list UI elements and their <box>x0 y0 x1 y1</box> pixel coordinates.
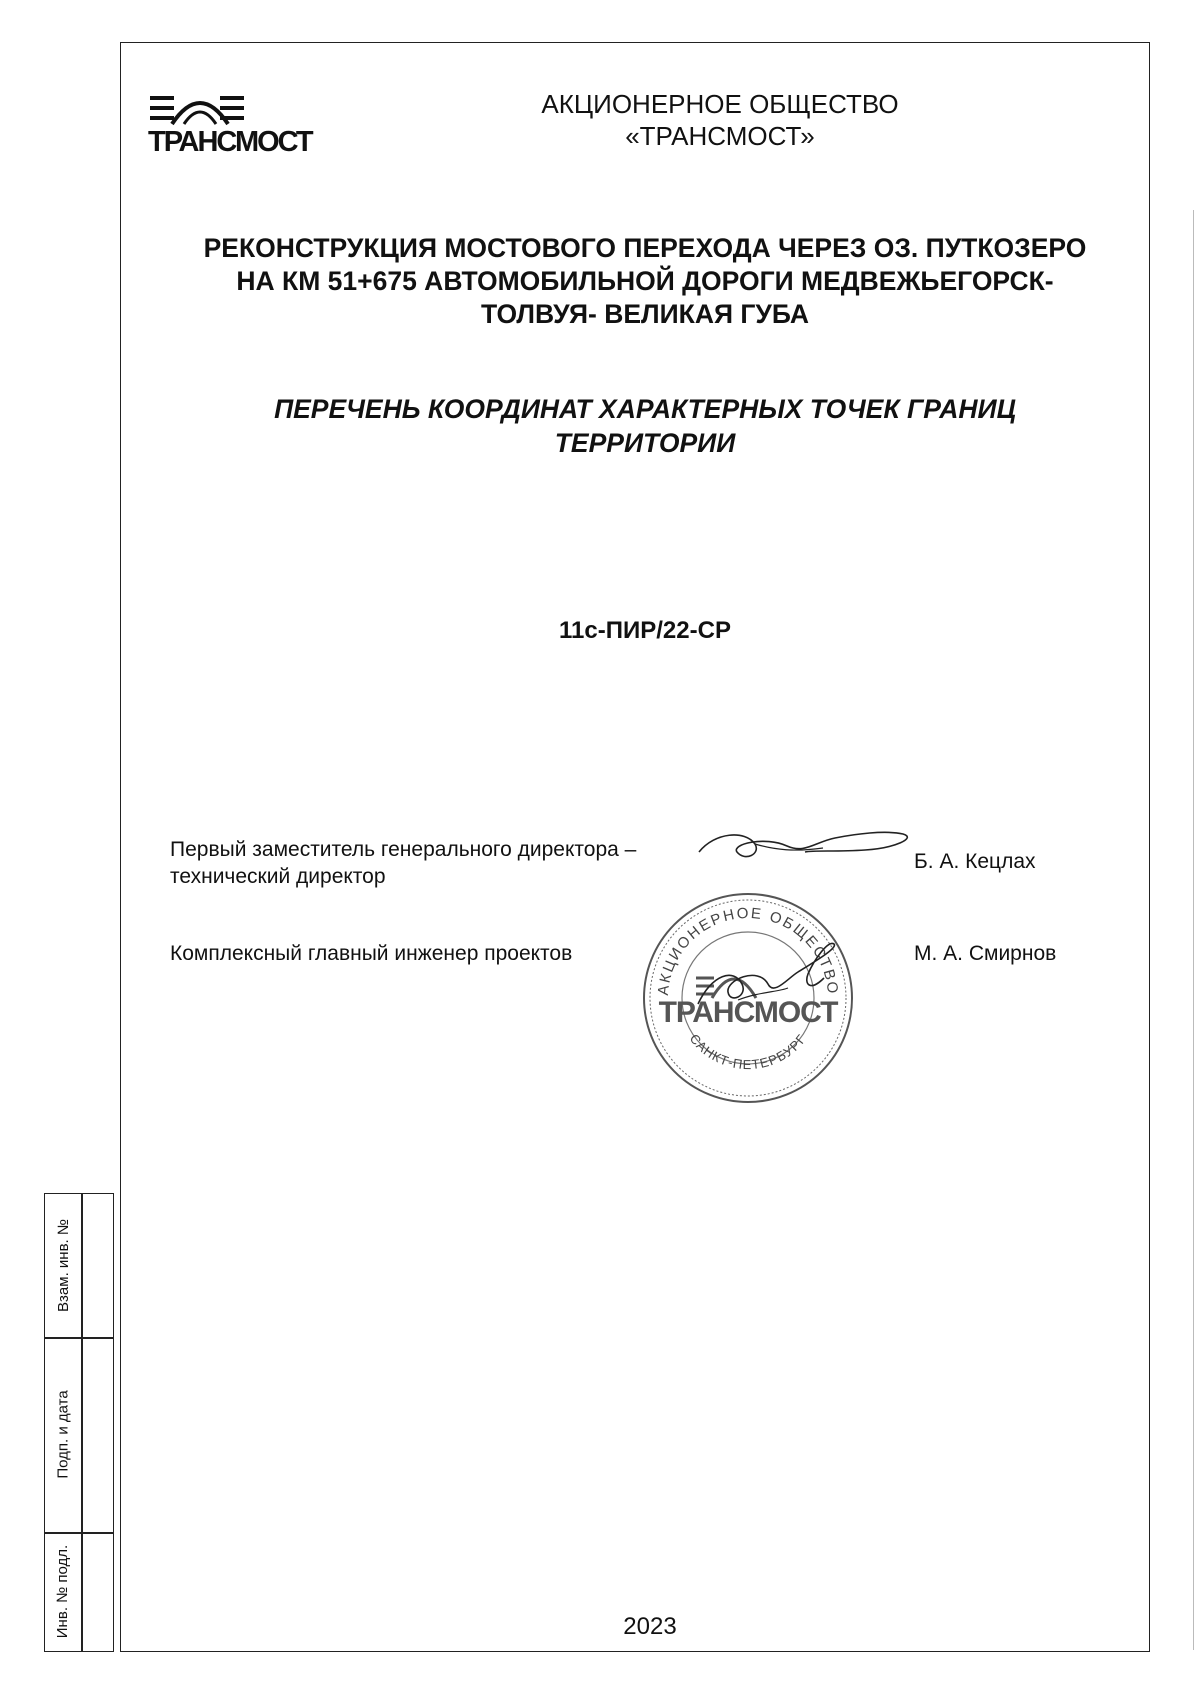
original-inventory-cell <box>45 1532 81 1650</box>
document-title-line-2: ТЕРРИТОРИИ <box>554 428 736 458</box>
side-stamp-table <box>44 1193 114 1652</box>
project-title-line-1: РЕКОНСТРУКЦИЯ МОСТОВОГО ПЕРЕХОДА ЧЕРЕЗ ОЗ. ПУТКОЗЕРО <box>203 233 1087 263</box>
project-title-line-3: ТОЛВУЯ- ВЕЛИКАЯ ГУБА <box>480 299 810 329</box>
company-logo <box>148 88 348 158</box>
signatory-2-position-line-1: Комплексный главный инженер проектов <box>170 942 573 965</box>
signature-date-cell <box>45 1337 81 1532</box>
original-inventory-label: Инв. № подл. <box>54 1544 72 1638</box>
signatory-1-position-line-1: Первый заместитель генерального директора – <box>170 838 637 861</box>
project-title <box>150 232 1140 331</box>
svg-text:САНКТ-ПЕТЕРБУРГ: САНКТ-ПЕТЕРБУРГ <box>686 1031 810 1073</box>
svg-text:АКЦИОНЕРНОЕ ОБЩЕСТВО: АКЦИОНЕРНОЕ ОБЩЕСТВО <box>654 904 842 997</box>
document-title <box>150 392 1140 460</box>
organization-name-line-2: «ТРАНСМОСТ» <box>625 121 815 151</box>
handwritten-signature-1 <box>695 822 925 872</box>
replacement-inventory-label: Взам. инв. № <box>54 1219 72 1312</box>
logo-wordmark: ТРАНСМОСТ <box>148 126 312 158</box>
document-code: 11с-ПИР/22-СР <box>559 617 731 644</box>
replacement-inventory-cell <box>45 1194 81 1337</box>
signatory-1-position-line-2: технический директор <box>170 865 386 888</box>
organization-seal <box>638 888 858 1108</box>
project-title-line-2: НА КМ 51+675 АВТОМОБИЛЬНОЙ ДОРОГИ МЕДВЕЖЬЕГОРСК- <box>236 266 1054 296</box>
svg-text:ТРАНСМОСТ: ТРАНСМОСТ <box>658 996 838 1029</box>
signatory-2-name: М. А. Смирнов <box>914 942 1057 965</box>
signatory-1-position <box>170 836 636 890</box>
signature-date-label: Подп. и дата <box>54 1390 72 1479</box>
organization-name <box>520 88 920 152</box>
side-table-column-divider <box>81 1194 83 1651</box>
signatory-1-name: Б. А. Кецлах <box>914 850 1036 873</box>
scan-edge-line <box>1193 210 1194 1650</box>
logo-emblem-icon <box>148 88 348 128</box>
signatory-2-position <box>170 940 572 967</box>
organization-name-line-1: АКЦИОНЕРНОЕ ОБЩЕСТВО <box>541 89 899 119</box>
document-title-line-1: ПЕРЕЧЕНЬ КООРДИНАТ ХАРАКТЕРНЫХ ТОЧЕК ГРАНИЦ <box>274 394 1016 424</box>
document-year: 2023 <box>623 1613 677 1640</box>
